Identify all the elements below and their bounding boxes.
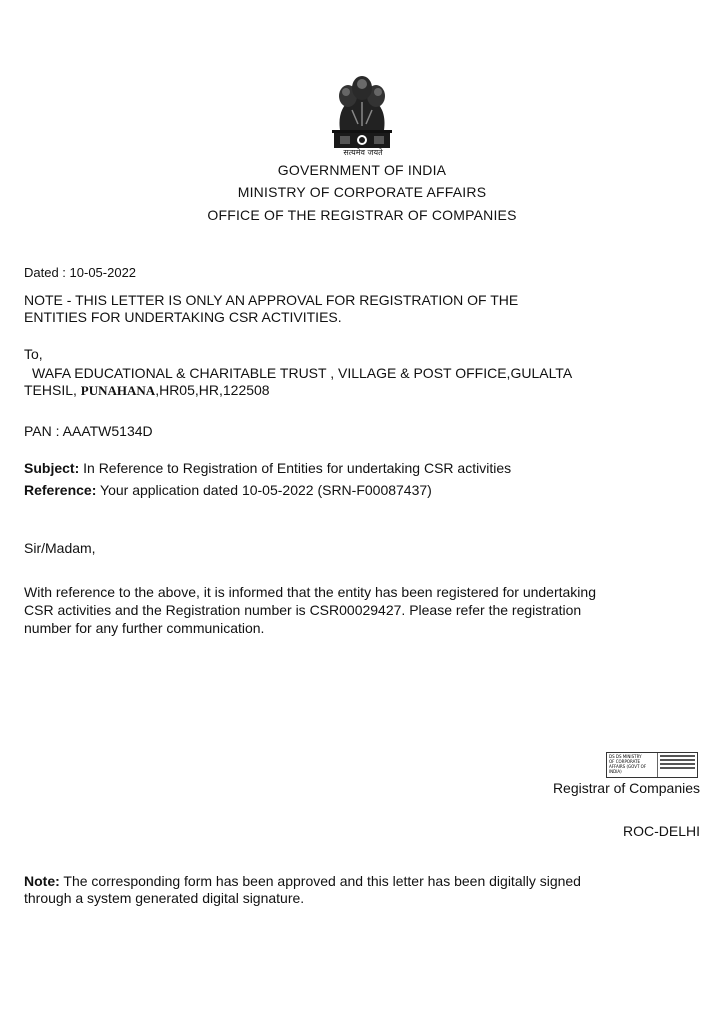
footer-note-text1: The corresponding form has been approved and this letter has been digitally signed xyxy=(59,873,581,889)
salutation: Sir/Madam, xyxy=(24,540,96,556)
body-line1: With reference to the above, it is informed that the entity has been registered for undertaking xyxy=(24,584,596,600)
reference-text: Your application dated 10-05-2022 (SRN-F00087437) xyxy=(96,482,432,498)
body-paragraph xyxy=(24,583,704,637)
stamp-line4: INDIA) xyxy=(609,769,622,774)
recipient-address xyxy=(24,365,714,399)
emblem-motto: सत्यमेव जयते xyxy=(343,148,383,157)
footer-note-label: Note: xyxy=(24,873,60,889)
footer-note-line1 xyxy=(24,873,704,890)
subject-label: Subject: xyxy=(24,460,80,476)
to-label: To, xyxy=(24,346,43,362)
address-place: PUNAHANA xyxy=(80,383,156,398)
address-line2-prefix: TEHSIL, xyxy=(24,382,77,398)
stamp-line3: AFFAIRS (GOVT OF xyxy=(609,764,647,769)
footer-note xyxy=(24,873,704,907)
header-office: OFFICE OF THE REGISTRAR OF COMPANIES xyxy=(207,207,517,223)
approval-note-line2: ENTITIES FOR UNDERTAKING CSR ACTIVITIES. xyxy=(24,309,342,325)
stamp-line2: OF CORPORATE xyxy=(609,759,641,764)
signatory-office: ROC-DELHI xyxy=(622,823,700,839)
reference-line xyxy=(24,482,432,499)
signature-stamp-details xyxy=(658,753,697,777)
pan-number: PAN : AAATW5134D xyxy=(24,423,153,439)
body-line2: CSR activities and the Registration number is CSR00029427. Please refer the registration xyxy=(24,602,582,618)
subject-line xyxy=(24,460,511,477)
approval-note xyxy=(24,292,664,326)
signature-stamp-text xyxy=(607,753,658,777)
letter-date: Dated : 10-05-2022 xyxy=(24,265,137,280)
address-line2 xyxy=(24,382,714,399)
address-line2-suffix: ,HR05,HR,122508 xyxy=(155,382,270,398)
footer-note-line2: through a system generated digital signature. xyxy=(24,890,305,906)
header-ministry: MINISTRY OF CORPORATE AFFAIRS xyxy=(237,184,487,200)
reference-label: Reference: xyxy=(24,482,97,498)
address-line1: WAFA EDUCATIONAL & CHARITABLE TRUST , VILLAGE & POST OFFICE,GULALTA xyxy=(32,365,573,381)
header-government: GOVERNMENT OF INDIA xyxy=(277,162,447,178)
subject-text: In Reference to Registration of Entities for undertaking CSR activities xyxy=(79,460,512,476)
stamp-line1: DS DS MINISTRY xyxy=(609,754,642,759)
digital-signature-stamp xyxy=(606,752,698,778)
approval-note-line1: NOTE - THIS LETTER IS ONLY AN APPROVAL FOR REGISTRATION OF THE xyxy=(24,292,519,308)
signatory-title: Registrar of Companies xyxy=(552,780,700,796)
body-line3: number for any further communication. xyxy=(24,620,265,636)
